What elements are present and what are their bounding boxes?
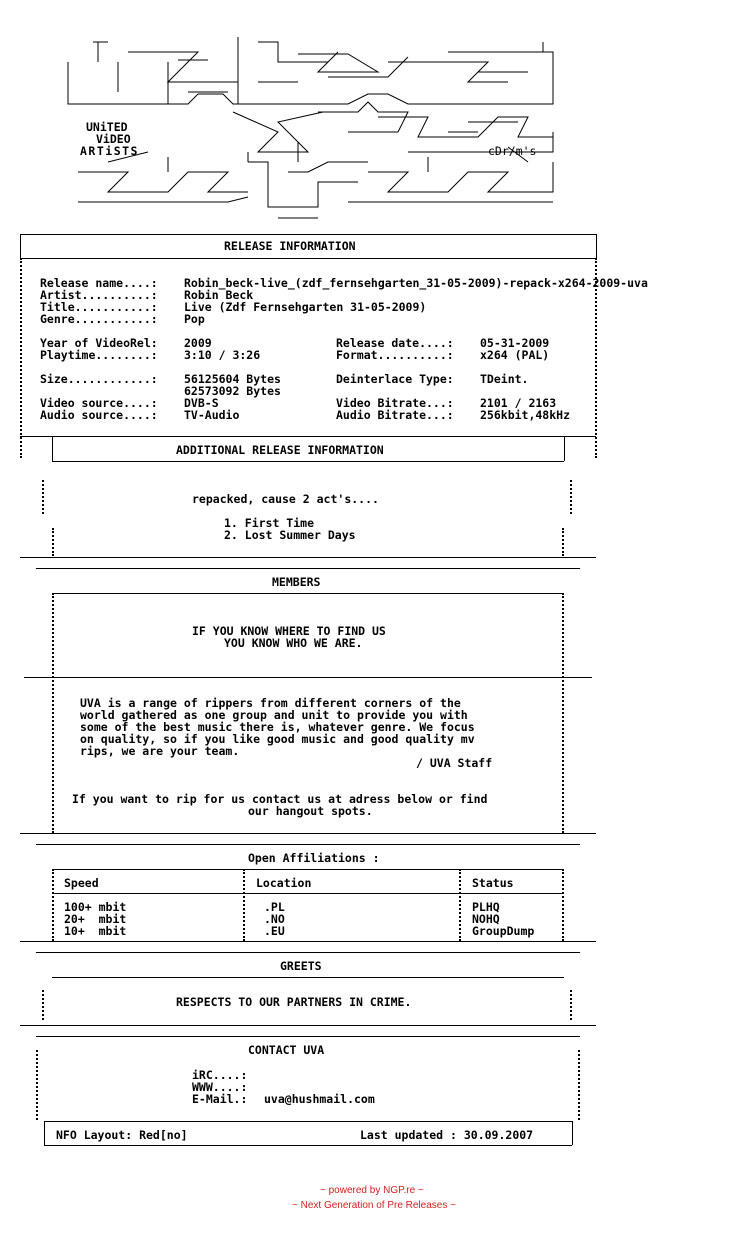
affil-col-speed: Speed (64, 876, 99, 890)
members-contact-1: If you want to rip for us contact us at adress below or find (72, 792, 488, 806)
release-name-value: Robin_beck-live_(zdf_fernsehgarten_31-05-2009)-repack-x264-2009-uva (184, 276, 648, 290)
contact-top-border-2 (36, 1036, 580, 1037)
playtime-label: Playtime........: (40, 348, 158, 362)
logo-line-video: ViDEO (96, 132, 131, 146)
release-name-label: Release name....: (40, 276, 158, 290)
dotted-col-sep (243, 869, 245, 941)
video-source-value: DVB-S (184, 396, 219, 410)
footer-right-edge (572, 1121, 573, 1145)
logo-credit: cDr/m's (488, 144, 537, 158)
affil-col-status: Status (472, 876, 514, 890)
members-para-4: on quality, so if you like good music and good quality mv (80, 732, 475, 746)
contact-heading: CONTACT UVA (248, 1043, 325, 1057)
dotted-right-edge (570, 480, 572, 514)
additional-item-2: 2. Lost Summer Days (224, 528, 356, 542)
footer-top-border (44, 1121, 572, 1122)
size-label: Size............: (40, 372, 158, 386)
playtime-value: 3:10 / 3:26 (184, 348, 261, 362)
reldate-label: Release date....: (336, 336, 454, 350)
audio-source-label: Audio source....: (40, 408, 158, 422)
artist-value: Robin Beck (184, 288, 254, 302)
members-heading: MEMBERS (272, 575, 321, 589)
affil-status-2: NOHQ (472, 912, 500, 926)
release-info-heading: RELEASE INFORMATION (224, 239, 356, 253)
members-para-3: some of the best music there is, whatever genre. We focus (80, 720, 475, 734)
contact-top-border (20, 1025, 596, 1026)
contact-email-value[interactable]: uva@hushmail.com (264, 1092, 375, 1106)
powered-by[interactable]: ~ powered by NGP.re ~ (320, 1185, 424, 1196)
title-value: Live (Zdf Fernsehgarten 31-05-2009) (184, 300, 427, 314)
dotted-right-edge (562, 528, 564, 556)
affil-location-2: .NO (264, 912, 285, 926)
dotted-left-edge (52, 528, 54, 556)
members-top-border-2 (36, 568, 580, 569)
greets-text: RESPECTS TO OUR PARTNERS IN CRIME. (176, 995, 412, 1009)
size-value-1: 56125604 Bytes (184, 372, 281, 386)
audio-source-value: TV-Audio (184, 408, 240, 422)
footer-bottom-border (44, 1145, 572, 1146)
affil-speed-3: 10+ mbit (64, 924, 127, 938)
affil-header-divider (52, 869, 564, 870)
box-right-edge (596, 234, 597, 258)
dotted-left-edge (42, 480, 44, 514)
reldate-value: 05-31-2009 (480, 336, 550, 350)
affil-top-border (20, 833, 596, 834)
additional-left-edge (52, 436, 53, 461)
affil-col-divider (52, 893, 564, 894)
members-separator (24, 677, 592, 678)
logo-line-united: UNiTED (86, 120, 128, 134)
footer-left-edge (44, 1121, 45, 1145)
video-bitrate-value: 2101 / 2163 (480, 396, 557, 410)
contact-irc-label: iRC....: (192, 1068, 248, 1082)
affil-status-1: PLHQ (472, 900, 500, 914)
additional-right-edge (564, 436, 565, 461)
audio-bitrate-label: Audio Bitrate...: (336, 408, 454, 422)
additional-heading: ADDITIONAL RELEASE INFORMATION (176, 443, 384, 457)
affil-speed-1: 100+ mbit (64, 900, 127, 914)
affil-location-3: .EU (264, 924, 285, 938)
greets-heading: GREETS (280, 959, 322, 973)
box-header-divider (20, 258, 596, 259)
size-value-2: 62573092 Bytes (184, 384, 281, 398)
deinterlace-label: Deinterlace Type: (336, 372, 454, 386)
additional-header-divider (52, 461, 564, 462)
last-updated: Last updated : 30.09.2007 (360, 1128, 534, 1142)
affil-col-location: Location (256, 876, 312, 890)
additional-top-border (20, 436, 596, 437)
members-tagline-2: YOU KNOW WHO WE ARE. (224, 636, 363, 650)
additional-note: repacked, cause 2 act's.... (192, 492, 379, 506)
year-label: Year of VideoRel: (40, 336, 158, 350)
affil-speed-2: 20+ mbit (64, 912, 127, 926)
members-header-divider (52, 593, 564, 594)
members-contact-2: our hangout spots. (248, 804, 373, 818)
genre-value: Pop (184, 312, 205, 326)
affil-bottom-border (20, 941, 596, 942)
audio-bitrate-value: 256kbit,48kHz (480, 408, 571, 422)
year-value: 2009 (184, 336, 212, 350)
dotted-left-edge (36, 1050, 38, 1120)
affil-location-1: .PL (264, 900, 285, 914)
logo-line-artists: ARTiSTS (80, 144, 139, 158)
dotted-right-edge (578, 1050, 580, 1120)
affil-heading: Open Affiliations : (248, 851, 380, 865)
title-label: Title...........: (40, 300, 158, 314)
nfo-layout: NFO Layout: Red[no] (56, 1128, 188, 1142)
members-top-border (20, 557, 596, 558)
dotted-right-edge (570, 990, 572, 1020)
dotted-right-edge (562, 593, 564, 833)
uva-ascii-logo (48, 22, 588, 222)
video-source-label: Video source....: (40, 396, 158, 410)
greets-top-border (36, 952, 580, 953)
deinterlace-value: TDeint. (480, 372, 529, 386)
dotted-left-edge (52, 593, 54, 833)
contact-www-label: WWW....: (192, 1080, 248, 1094)
members-tagline-1: IF YOU KNOW WHERE TO FIND US (192, 624, 386, 638)
dotted-left-edge (52, 869, 54, 941)
box-top-border (20, 234, 596, 235)
box-left-edge (20, 234, 21, 258)
members-para-1: UVA is a range of rippers from different corners of the (80, 696, 461, 710)
dotted-col-sep (459, 869, 461, 941)
format-value: x264 (PAL) (480, 348, 550, 362)
genre-label: Genre...........: (40, 312, 158, 326)
members-para-5: rips, we are your team. (80, 744, 240, 758)
dotted-right-edge (562, 869, 564, 941)
contact-email-label: E-Mail.: (192, 1092, 248, 1106)
dotted-left-edge (20, 258, 22, 458)
additional-item-1: 1. First Time (224, 516, 315, 530)
affil-status-3: GroupDump (472, 924, 535, 938)
artist-label: Artist..........: (40, 288, 158, 302)
video-bitrate-label: Video Bitrate...: (336, 396, 454, 410)
affil-top-border-2 (36, 844, 580, 845)
members-signature: / UVA Staff (416, 756, 493, 770)
greets-header-divider (52, 977, 564, 978)
format-label: Format..........: (336, 348, 454, 362)
members-para-2: world gathered as one group and unit to provide you with (80, 708, 468, 722)
powered-tagline: ~ Next Generation of Pre Releases ~ (292, 1200, 456, 1211)
dotted-left-edge (42, 990, 44, 1020)
